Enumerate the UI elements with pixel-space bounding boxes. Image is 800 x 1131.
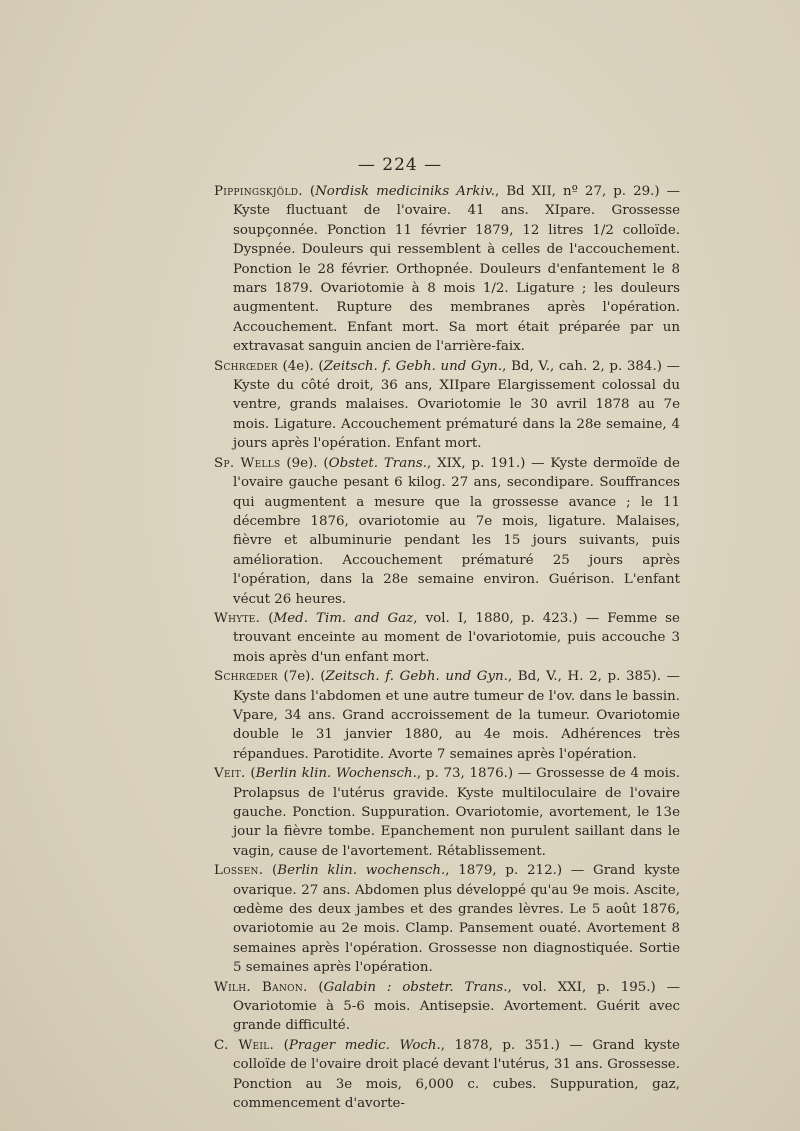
case-list (214, 182, 680, 1114)
case-entry (214, 978, 680, 1036)
page-number: — 224 — (357, 155, 443, 175)
case-entry (214, 357, 680, 454)
reference-details: , Bd, V., cah. 2, p. 384.) (502, 358, 662, 374)
author-name: Schrœder (214, 358, 278, 374)
journal-title: Med. Tim. and Gaz (273, 610, 414, 626)
case-entry (214, 182, 680, 357)
journal-title: Berlin klin. wochensch. (277, 863, 446, 879)
author-name: Lossen. (214, 863, 264, 879)
reference-details: , vol. I, 1880, p. 423.) (413, 610, 578, 626)
case-description: — Ovariotomie à 5-6 mois. Antisepsie. Avortement. Guérit avec grande difficulté. (233, 979, 680, 1034)
case-description: — Kyste du côté droit, 36 ans, XIIpare Elargissement colossal du ventre, grands malaises. Ovariotomie le 30 avril 1878 au 7e mois. Ligature. Accouchement prématuré dans la 28e semaine, 4 jours après l'opération. Enfant mort. (233, 358, 680, 452)
reference-open: ( (263, 863, 278, 879)
case-entry (214, 1036, 680, 1114)
reference-details: , XIX, p. 191.) (426, 455, 526, 471)
reference-open: (7e). ( (277, 669, 326, 685)
journal-title: Zeitsch. f. Gebh. und Gyn. (325, 669, 508, 685)
journal-title: Nordisk mediciniks Arkiv. (315, 184, 495, 199)
reference-open: (9e). ( (280, 455, 329, 471)
author-name: Pippingskjöld. (214, 184, 303, 199)
reference-open: ( (274, 1037, 289, 1053)
author-name: Sp. Wells (214, 455, 281, 471)
author-name: Whyte. (214, 610, 261, 626)
reference-details: , Bd, V., H. 2, p. 385). (507, 669, 661, 685)
reference-details: , 1878, p. 351.) (440, 1037, 560, 1053)
reference-details: , Bd XII, nº 27, p. 29.) (494, 184, 660, 199)
case-entry (214, 609, 680, 667)
case-description: — Kyste dans l'abdomen et une autre tumeur de l'ov. dans le bassin. Vpare, 34 ans. Grand accroissement de la tumeur. Ovariotomie double le 31 janvier 1880, au 4e mois. Adhérences très répandues. Parotidite. Avorte 7 semaines après l'opération. (233, 669, 680, 762)
reference-open: ( (302, 184, 316, 199)
case-description: — Femme se trouvant enceinte au moment de l'ovariotomie, puis accouche 3 mois après d'un enfant mort. (233, 610, 680, 665)
case-description: — Grand kyste ovarique. 27 ans. Abdomen plus développé qu'au 9e mois. Ascite, œdème des deux jambes et des grandes lèvres. Le 5 août 1876, ovariotomie au 2e mois. Clamp. Pansement ouaté. Avortement 8 semaines après l'opération. Grossesse non diagnostiquée. Sortie 5 semaines après l'opération. (233, 863, 680, 976)
journal-title: Berlin klin. Wochensch. (255, 766, 417, 782)
case-description: — Kyste dermoïde de l'ovaire gauche pesant 6 kilog. 27 ans, secondipare. Souffrances qui augmentent a mesure que la grossesse avance ; le 11 décembre 1876, ovariotomie au 7e mois, ligature. Malaises, fièvre et albuminurie pendant les 15 jours suivants, puis amélioration. Accouchement prématuré 25 jours après l'opération, dans la 28e semaine environ. Guérison. L'enfant vécut 26 heures. (233, 455, 680, 607)
reference-open: ( (307, 979, 324, 995)
journal-title: Obstet. Trans. (328, 455, 427, 471)
journal-title: Zeitsch. f. Gebh. und Gyn. (323, 358, 503, 374)
case-entry (214, 764, 680, 861)
reference-details: , vol. XXI, p. 195.) (507, 979, 656, 995)
journal-title: Prager medic. Woch. (288, 1037, 441, 1053)
case-entry (214, 667, 680, 764)
author-name: Veit. (214, 766, 246, 782)
author-name: Schrœder (214, 669, 278, 685)
author-name: C. Weil. (214, 1037, 275, 1053)
reference-details: , p. 73, 1876.) (416, 766, 514, 782)
reference-open: ( (245, 766, 256, 782)
case-description: — Grand kyste colloïde de l'ovaire droit placé devant l'utérus, 31 ans. Grossesse. Ponction au 3e mois, 6,000 c. cubes. Suppuration, gaz, commencement d'avorte- (233, 1037, 680, 1112)
case-description: — Grossesse de 4 mois. Prolapsus de l'utérus gravide. Kyste multiloculaire de l'ovaire gauche. Ponction. Suppuration. Ovariotomie, avortement, le 13e jour la fièvre tombe. Epanchement non purulent saillant dans le vagin, cause de l'avortement. Rétablissement. (233, 766, 680, 859)
reference-open: (4e). ( (277, 358, 324, 374)
author-name: Wilh. Banon. (214, 979, 308, 995)
reference-open: ( (260, 610, 274, 626)
case-entry (214, 861, 680, 977)
case-description: — Kyste fluctuant de l'ovaire. 41 ans. XIpare. Grossesse soupçonnée. Ponction 11 février 1879, 12 litres 1/2 colloïde. Dyspnée. Douleurs qui ressemblent à celles de l'accouchement. Ponction le 28 février. Orthopnée. Douleurs d'enfantement le 8 mars 1879. Ovariotomie à 8 mois 1/2. Ligature ; les douleurs augmentent. Rupture des membranes après l'opération. Accouchement. Enfant mort. Sa mort était préparée par un extravasat sanguin ancien de l'arrière-faix. (233, 184, 680, 355)
case-entry (214, 454, 680, 609)
reference-details: , 1879, p. 212.) (445, 863, 563, 879)
journal-title: Galabin : obstetr. Trans. (323, 979, 508, 995)
